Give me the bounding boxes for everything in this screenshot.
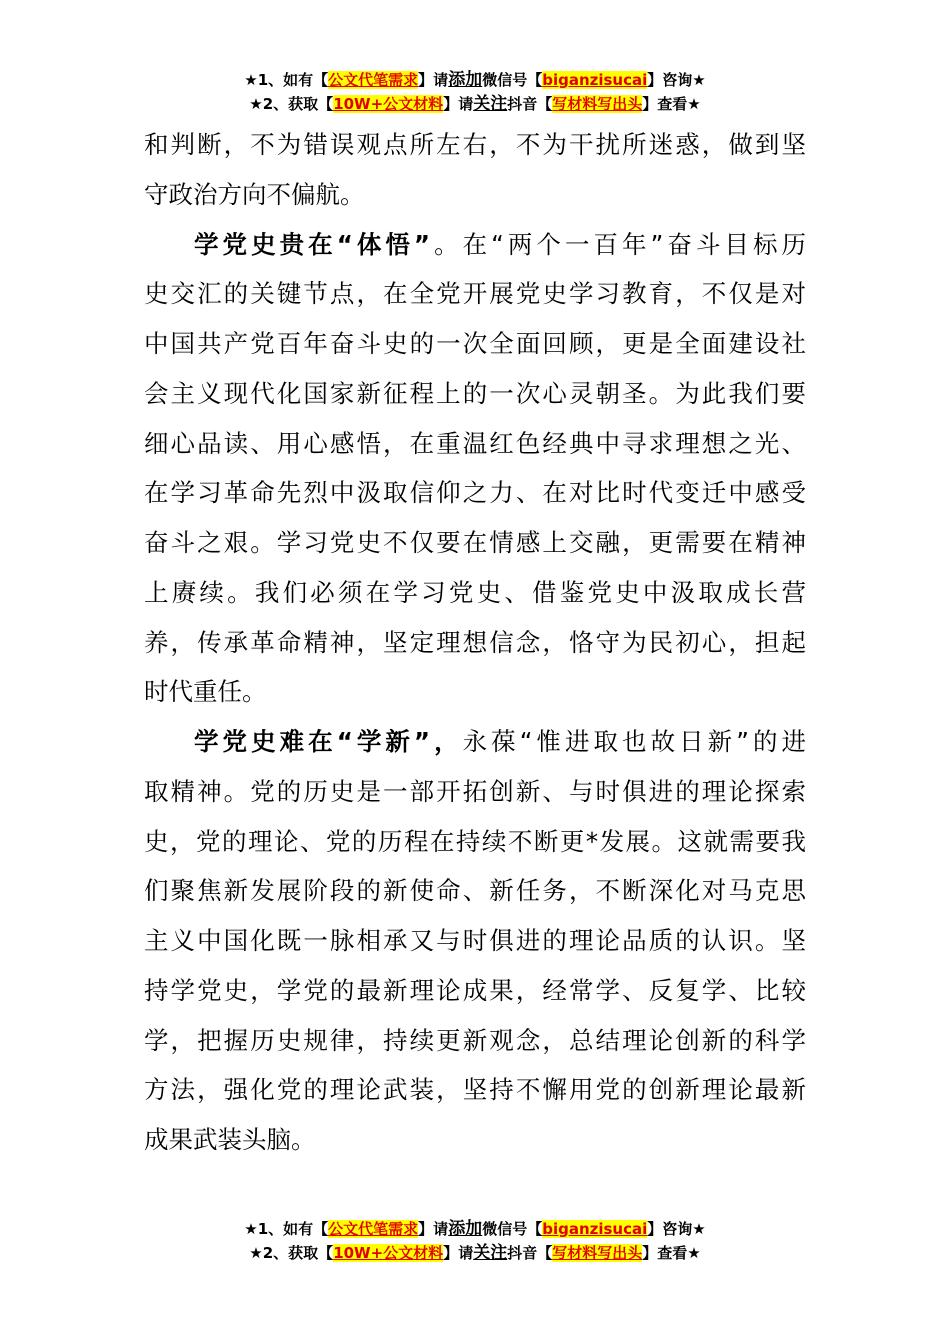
promo-emphasis: 添加 bbox=[448, 70, 483, 90]
text-line bbox=[144, 120, 806, 170]
promo-line-1 bbox=[0, 68, 950, 92]
paragraph-heading: 学党史贵在“体悟” bbox=[194, 229, 431, 259]
paragraph-heading-line bbox=[144, 717, 806, 767]
text-line bbox=[144, 468, 806, 518]
promo-wechat-id: biganzisucai bbox=[542, 71, 648, 89]
text-line bbox=[144, 170, 806, 220]
document-body bbox=[144, 120, 806, 1165]
text-line bbox=[144, 568, 806, 618]
promo-text: 】请 bbox=[443, 95, 474, 113]
line-text: 方法，强化党的理论武装，坚持不懈用党的创新理论最新 bbox=[144, 1075, 806, 1105]
promo-text: 】咨询★ bbox=[647, 71, 706, 89]
promo-text: 微信号【 bbox=[482, 1220, 543, 1238]
text-line bbox=[144, 866, 806, 916]
promo-text: ★1、如有【 bbox=[244, 71, 329, 89]
promo-highlight: 公文代笔需求 bbox=[328, 71, 419, 89]
promo-highlight: 公文代笔需求 bbox=[328, 1220, 419, 1238]
promo-text: 】请 bbox=[418, 71, 449, 89]
line-text: 学，把握历史规律，持续更新观念，总结理论创新的科学 bbox=[144, 1025, 806, 1055]
promo-highlight: 10W+公文材料 bbox=[333, 1244, 444, 1262]
promo-emphasis: 关注 bbox=[473, 1243, 508, 1263]
line-text: 奋斗之艰。学习党史不仅要在情感上交融，更需要在精神 bbox=[144, 528, 806, 557]
text-line bbox=[144, 1016, 806, 1066]
text-line bbox=[144, 518, 806, 568]
paragraph-heading: 学党史难在“学新”， bbox=[194, 727, 463, 756]
text-line bbox=[144, 1115, 806, 1165]
promo-line-2 bbox=[0, 1241, 950, 1265]
line-text: 持学党史，学党的最新理论成果，经常学、反复学、比较 bbox=[144, 975, 806, 1005]
promo-text: ★2、获取【 bbox=[249, 1244, 334, 1262]
text-line bbox=[144, 916, 806, 966]
promo-text: ★1、如有【 bbox=[244, 1220, 329, 1238]
line-text: 养，传承革命精神，坚定理想信念，恪守为民初心，担起 bbox=[144, 627, 806, 657]
promo-text: 抖音【 bbox=[507, 1244, 553, 1262]
promo-banner-top bbox=[0, 68, 950, 116]
promo-wechat-id: biganzisucai bbox=[542, 1220, 648, 1238]
text-line bbox=[144, 369, 806, 419]
promo-line-1 bbox=[0, 1217, 950, 1241]
promo-text: 】查看★ bbox=[642, 1244, 701, 1262]
line-text: 主义中国化既一脉相承又与时俱进的理论品质的认识。坚 bbox=[144, 926, 806, 955]
line-text: 上赓续。我们必须在学习党史、借鉴党史中汲取成长营 bbox=[144, 577, 806, 607]
promo-line-2 bbox=[0, 92, 950, 116]
line-text: 们聚焦新发展阶段的新使命、新任务，不断深化对马克思 bbox=[144, 876, 806, 906]
line-text: 史，党的理论、党的历程在持续不断更*发展。这就需要我 bbox=[144, 826, 806, 856]
promo-banner-bottom bbox=[0, 1217, 950, 1265]
line-text: 史交汇的关键节点，在全党开展党史学习教育，不仅是对 bbox=[144, 279, 806, 309]
promo-text: 】请 bbox=[443, 1244, 474, 1262]
line-text: 时代重任。 bbox=[144, 677, 267, 707]
promo-douyin-id: 写材料写出头 bbox=[552, 1244, 643, 1262]
line-text: 成果武装头脑。 bbox=[144, 1125, 316, 1154]
promo-text: 抖音【 bbox=[507, 95, 553, 113]
text-line bbox=[144, 767, 806, 817]
text-line bbox=[144, 618, 806, 668]
promo-douyin-id: 写材料写出头 bbox=[552, 95, 643, 113]
promo-text: 】咨询★ bbox=[647, 1220, 706, 1238]
promo-text: 微信号【 bbox=[482, 71, 543, 89]
promo-text: 】查看★ bbox=[642, 95, 701, 113]
promo-emphasis: 关注 bbox=[473, 94, 508, 114]
text-line bbox=[144, 269, 806, 319]
line-text: 和判断，不为错误观点所左右，不为干扰所迷惑，做到坚 bbox=[144, 130, 806, 159]
line-text: 在学习革命先烈中汲取信仰之力、在对比时代变迁中感受 bbox=[144, 478, 806, 508]
text-line bbox=[144, 966, 806, 1016]
line-text: 会主义现代化国家新征程上的一次心灵朝圣。为此我们要 bbox=[144, 378, 806, 408]
line-text: 取精神。党的历史是一部开拓创新、与时俱进的理论探索 bbox=[144, 776, 806, 806]
text-line bbox=[144, 817, 806, 867]
promo-highlight: 10W+公文材料 bbox=[333, 95, 444, 113]
line-text: 细心品读、用心感悟，在重温红色经典中寻求理想之光、 bbox=[144, 428, 806, 458]
text-line bbox=[144, 667, 806, 717]
line-text: 永葆“惟进取也故日新”的进 bbox=[462, 727, 806, 756]
text-line bbox=[144, 419, 806, 469]
promo-text: ★2、获取【 bbox=[249, 95, 334, 113]
text-line bbox=[144, 319, 806, 369]
line-text: 中国共产党百年奋斗史的一次全面回顾，更是全面建设社 bbox=[144, 329, 806, 358]
text-line bbox=[144, 1065, 806, 1115]
line-text: 。在“两个一百年”奋斗目标历 bbox=[430, 229, 806, 259]
promo-emphasis: 添加 bbox=[448, 1219, 483, 1239]
paragraph-heading-line bbox=[144, 220, 806, 270]
line-text: 守政治方向不偏航。 bbox=[144, 179, 365, 209]
promo-text: 】请 bbox=[418, 1220, 449, 1238]
